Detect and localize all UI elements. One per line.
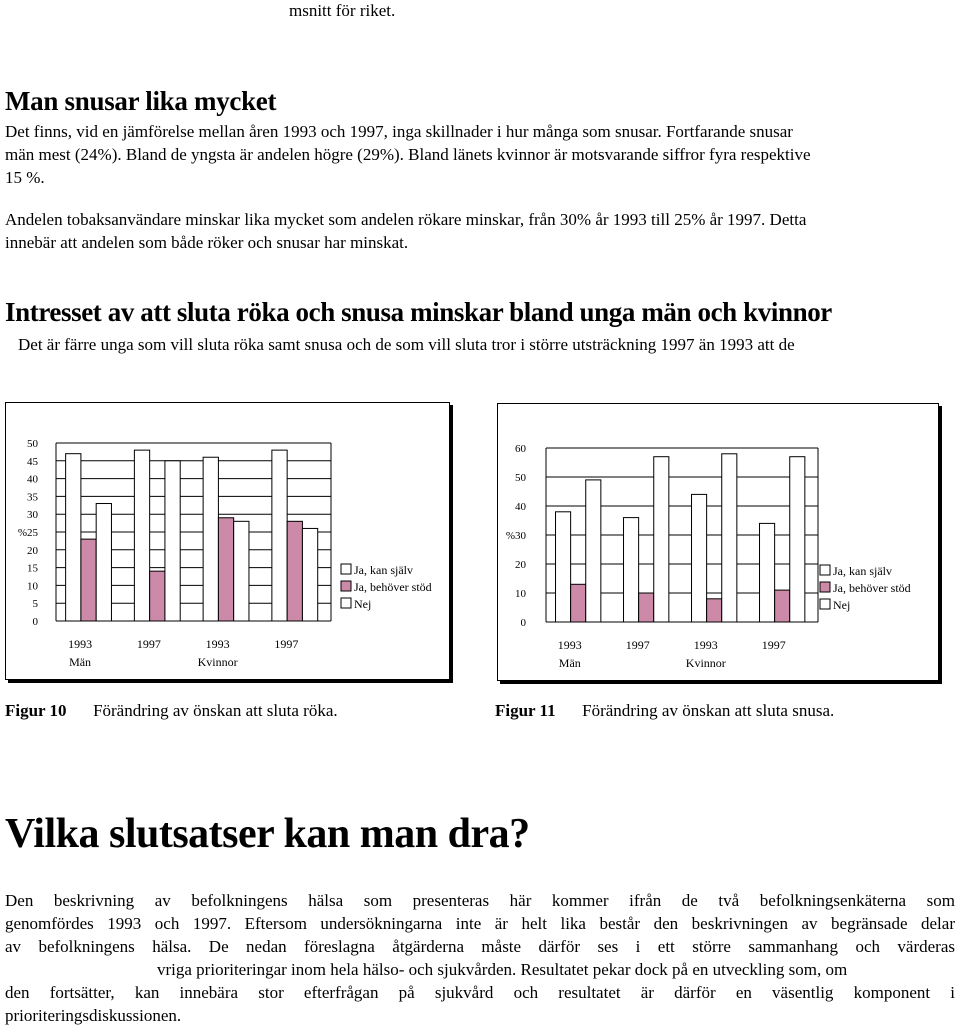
bar-nej — [234, 521, 249, 621]
bar-ja-kan-själv — [624, 518, 639, 622]
text-line: 15 %. — [5, 168, 45, 187]
x-year-label: 1993 — [205, 637, 230, 651]
text-line: innebär att andelen som både röker och snusar har minskat. — [5, 233, 409, 252]
text-line: Den beskrivning av befolkningens hälsa som presenteras här kommer ifrån de två befolkningsenkäterna som — [5, 891, 955, 910]
bar-ja-kan-själv — [692, 494, 707, 622]
y-tick-label: %30 — [505, 530, 526, 542]
x-group-label: Män — [558, 656, 581, 670]
bar-ja-behöver-stöd — [81, 539, 96, 621]
legend-label: Ja, kan själv — [354, 563, 413, 577]
section-heading-quit-interest: Intresset av att sluta röka och snusa minskar bland unga män och kvinnor — [5, 297, 832, 327]
bar-nej — [302, 528, 317, 621]
x-year-label: 1993 — [557, 638, 582, 652]
y-tick-label: 50 — [515, 472, 526, 484]
section-heading-conclusions: Vilka slutsatser kan man dra? — [5, 811, 530, 857]
x-year-label: 1993 — [693, 638, 718, 652]
x-group-label: Kvinnor — [197, 655, 238, 669]
bar-nej — [586, 480, 601, 622]
legend-swatch — [341, 581, 351, 591]
bar-ja-behöver-stöd — [218, 518, 233, 621]
text-line: män mest (24%). Bland de yngsta är andelen högre (29%). Bland länets kvinnor är motsvarande siffror fyra respektive — [5, 145, 811, 164]
y-tick-label: 50 — [27, 438, 38, 450]
bar-ja-kan-själv — [556, 512, 571, 622]
text-line: Det finns, vid en jämförelse mellan åren 1993 och 1997, inga skillnader i hur många som snusar. Fortfarande snusar — [5, 122, 793, 141]
chart-svg-smoking — [6, 403, 449, 679]
legend-swatch — [820, 582, 830, 592]
y-tick-label: 35 — [27, 491, 38, 504]
x-year-label: 1997 — [625, 638, 650, 652]
text-line: genomfördes 1993 och 1997. Eftersom undersökningarna inte är helt lika består den beskrivningen av begränsade delar — [5, 914, 955, 933]
bar-ja-behöver-stöd — [571, 584, 586, 622]
paragraph-quit-interest: Det är färre unga som vill sluta röka samt snusa och de som vill sluta tror i större utsträckning 1997 än 1993 att de — [18, 335, 795, 354]
y-tick-label: 20 — [27, 544, 38, 557]
bar-nej — [722, 454, 737, 622]
bar-ja-behöver-stöd — [707, 599, 722, 622]
bar-ja-kan-själv — [134, 450, 149, 621]
y-tick-label: 60 — [515, 443, 526, 455]
figure-text: Förändring av önskan att sluta snusa. — [582, 701, 835, 720]
x-year-label: 1997 — [274, 637, 299, 651]
y-tick-label: %25 — [17, 527, 38, 539]
legend-label: Ja, behöver stöd — [354, 580, 432, 594]
text-line: prioriteringsdiskussionen. — [5, 1006, 182, 1025]
legend-swatch — [341, 598, 351, 608]
bar-ja-kan-själv — [203, 457, 218, 621]
bar-ja-kan-själv — [66, 454, 81, 621]
bar-nej — [165, 461, 180, 621]
y-tick-label: 30 — [27, 509, 38, 522]
x-group-label: Män — [69, 655, 92, 669]
text-line: vriga prioriteringar inom hela hälso- och sjukvården. Resultatet pekar dock på en utveckling som, om — [157, 960, 848, 979]
figure-caption-10 — [5, 701, 338, 721]
y-tick-label: 40 — [27, 473, 38, 486]
legend-label: Ja, kan själv — [833, 564, 892, 578]
legend-label: Nej — [833, 598, 851, 612]
bar-nej — [790, 457, 805, 622]
bar-nej — [96, 504, 111, 621]
y-tick-label: 10 — [515, 588, 526, 600]
bar-ja-kan-själv — [760, 523, 775, 622]
legend-label: Ja, behöver stöd — [833, 581, 911, 595]
figure-label: Figur 10 — [5, 701, 67, 720]
section-heading-snus: Man snusar lika mycket — [5, 86, 277, 116]
text-line: den fortsätter, kan innebära stor efterfrågan på sjukvård och resultatet är därför en väsentlig komponent i — [5, 983, 955, 1002]
bar-ja-kan-själv — [272, 450, 287, 621]
paragraph-conclusions — [5, 889, 955, 1027]
y-tick-label: 20 — [515, 559, 526, 571]
y-tick-label: 40 — [515, 501, 526, 513]
legend-swatch — [341, 564, 351, 574]
figure-text: Förändring av önskan att sluta röka. — [93, 701, 338, 720]
text-line: Andelen tobaksanvändare minskar lika mycket som andelen rökare minskar, från 30% år 1993 till 25% år 1997. Detta — [5, 210, 807, 229]
y-tick-label: 0 — [520, 617, 526, 629]
figure-label: Figur 11 — [495, 701, 556, 720]
x-group-label: Kvinnor — [685, 656, 726, 670]
y-tick-label: 10 — [27, 580, 38, 593]
chart-svg-snus — [498, 404, 938, 680]
chart-figure-10 — [5, 402, 450, 680]
y-tick-label: 5 — [32, 598, 38, 611]
paragraph-tobacco — [5, 208, 960, 254]
figure-caption-11 — [495, 701, 834, 721]
x-year-label: 1997 — [136, 637, 161, 651]
bar-ja-behöver-stöd — [150, 571, 165, 621]
legend-label: Nej — [354, 597, 372, 611]
continued-text-line: msnitt för riket. — [289, 1, 396, 20]
chart-figure-11 — [497, 403, 939, 681]
bar-ja-behöver-stöd — [639, 593, 654, 622]
y-tick-label: 15 — [27, 562, 38, 575]
text-line: av befolkningens hälsa. De nedan föreslagna åtgärderna måste därför ses i ett större sammanhang och värderas — [5, 937, 955, 956]
y-tick-label: 0 — [32, 616, 38, 628]
bar-ja-behöver-stöd — [775, 590, 790, 622]
legend-swatch — [820, 565, 830, 575]
bar-nej — [654, 457, 669, 622]
paragraph-snus — [5, 120, 960, 189]
legend-swatch — [820, 599, 830, 609]
x-year-label: 1993 — [68, 637, 93, 651]
x-year-label: 1997 — [761, 638, 786, 652]
bar-ja-behöver-stöd — [287, 521, 302, 621]
y-tick-label: 45 — [27, 455, 38, 468]
